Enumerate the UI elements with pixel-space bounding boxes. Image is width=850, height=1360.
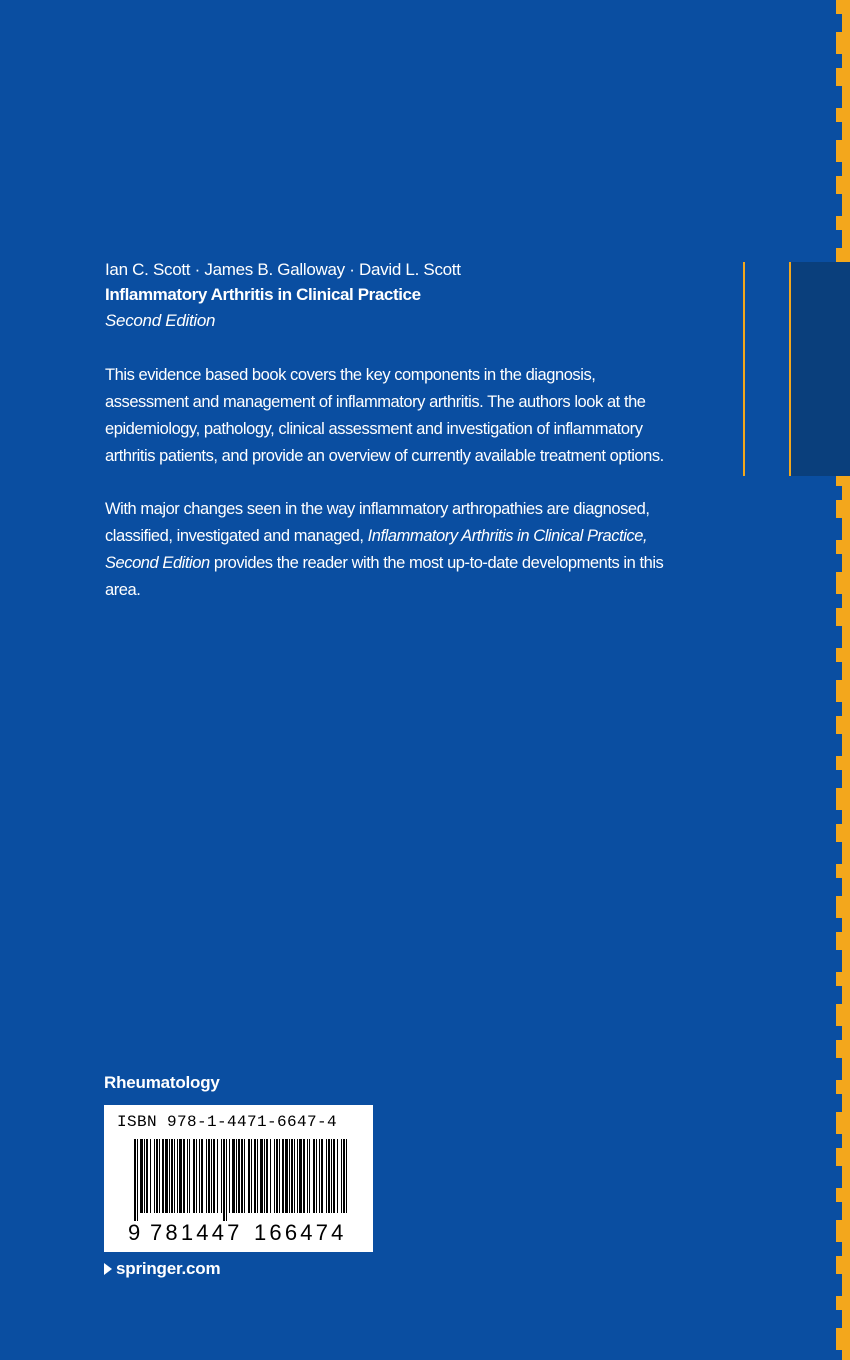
paragraph-2-book-reference: Inflammatory Arthritis in Clinical Practice, Second Edition xyxy=(105,527,648,572)
spine-accent-line-left xyxy=(743,262,745,476)
barcode-bars xyxy=(134,1139,348,1221)
spine-accent-line-right xyxy=(789,262,791,476)
book-edition: Second Edition xyxy=(105,311,216,330)
barcode-first-digit: 9 xyxy=(128,1220,141,1245)
isbn-text: ISBN 978-1-4471-6647-4 xyxy=(117,1113,338,1131)
paragraph-2-text-after: provides the reader with the most up-to-date developments in this area. xyxy=(105,554,664,599)
publisher-link-label: springer.com xyxy=(116,1259,221,1278)
publisher-link[interactable] xyxy=(104,1259,220,1279)
isbn-barcode xyxy=(104,1105,373,1252)
authors: Ian C. Scott · James B. Galloway · David L. Scott xyxy=(105,260,461,279)
barcode-right-group: 166474 xyxy=(254,1220,347,1245)
description-block xyxy=(105,258,665,604)
description-paragraph-2 xyxy=(105,496,665,604)
subject-category: Rheumatology xyxy=(104,1073,220,1092)
spine-edge-pattern xyxy=(828,0,850,1360)
spine-dark-panel xyxy=(790,262,850,476)
barcode-left-group: 781447 xyxy=(150,1220,243,1245)
arrow-right-icon xyxy=(104,1263,112,1275)
description-paragraph-1: This evidence based book covers the key components in the diagnosis, assessment and management of inflammatory arthritis. The authors look at the epidemiology, pathology, clinical assessment and investigation of inflammatory arthritis patients, and provide an overview of currently available treatment options. xyxy=(105,366,664,465)
book-title: Inflammatory Arthritis in Clinical Practice xyxy=(105,285,421,304)
paragraph-2-text-before: With major changes seen in the way inflammatory arthropathies are diagnosed, classified, investigated and managed, xyxy=(105,500,650,545)
